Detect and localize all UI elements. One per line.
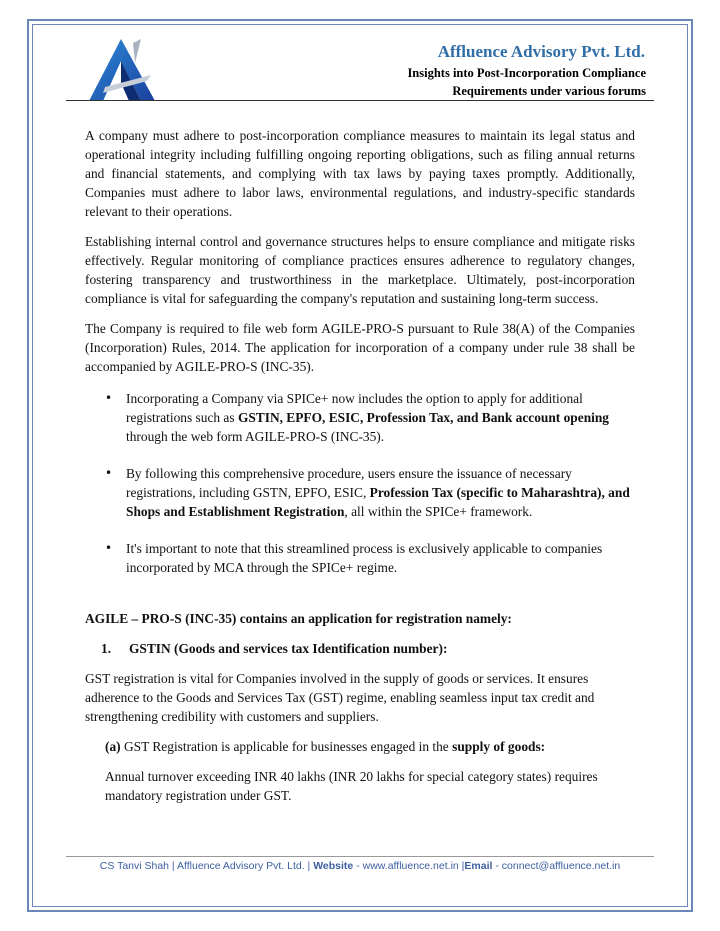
section-heading: AGILE – PRO-S (INC-35) contains an application for registration namely: [85, 611, 512, 626]
paragraph-turnover: Annual turnover exceeding INR 40 lakhs (INR 20 lakhs for special category states) requires mandatory registration under GST. [105, 769, 598, 803]
list-item: • By following this comprehensive procedure, users ensure the issuance of necessary registrations, including GSTN, EPFO, ESIC, Profession Tax (specific to Maharashtra), and Shops and Establishment Registration, all within the SPICe+ framework. [85, 464, 635, 521]
affluence-logo-icon [85, 35, 157, 105]
subtitle-line-2: Requirements under various forums [452, 84, 646, 98]
footer-divider [66, 856, 654, 857]
footer: CS Tanvi Shah | Affluence Advisory Pvt. Ltd. | Website - www.affluence.net.in |Email - connect@affluence.net.in [99, 860, 621, 872]
numbered-heading-gstin: 1. GSTIN (Goods and services tax Identification number): [101, 641, 448, 656]
subtitle-line-1: Insights into Post-Incorporation Compliance [407, 66, 646, 80]
document-body [85, 126, 635, 816]
bullet-list [85, 389, 635, 577]
company-title: Affluence Advisory Pvt. Ltd. [437, 42, 645, 61]
paragraph-agile-form: The Company is required to file web form AGILE-PRO-S pursuant to Rule 38(A) of the Companies (Incorporation) Rules, 2014. The application for incorporation of a company under rule 38 shall be accompanied by AGILE-PRO-S (INC-35). [85, 321, 635, 374]
website-link[interactable]: www.affluence.net.in [362, 860, 459, 872]
list-item: • It's important to note that this streamlined process is exclusively applicable to companies incorporated by MCA through the SPICe+ regime. [85, 539, 635, 577]
paragraph-gst: GST registration is vital for Companies involved in the supply of goods or services. It ensures adherence to the Goods and Services Tax (GST) regime, enabling seamless input tax credit and strengthening credibility with customers and suppliers. [85, 671, 595, 724]
sub-item-a: (a) GST Registration is applicable for businesses engaged in the supply of goods: [105, 739, 546, 754]
paragraph-governance: Establishing internal control and governance structures helps to ensure compliance and mitigate risks effectively. Regular monitoring of compliance practices ensures adherence to regulatory changes, fostering transparency and trustworthiness in the marketplace. Ultimately, post-incorporation compliance is vital for safeguarding the company's reputation and sustaining long-term success. [85, 234, 635, 306]
header-divider [66, 100, 654, 101]
list-item: • Incorporating a Company via SPICe+ now includes the option to apply for additional registrations such as GSTIN, EPFO, ESIC, Profession Tax, and Bank account opening through the web form AGILE-PRO-S (INC-35). [85, 389, 635, 446]
paragraph-intro: A company must adhere to post-incorporation compliance measures to maintain its legal status and operational integrity including fulfilling ongoing reporting obligations, such as filing annual returns and financial statements, and complying with tax laws by paying taxes promptly. Additionally, Companies must adhere to labor laws, environmental regulations, and industry-specific standards relevant to their operations. [85, 128, 635, 219]
email-link[interactable]: connect@affluence.net.in [501, 860, 621, 872]
